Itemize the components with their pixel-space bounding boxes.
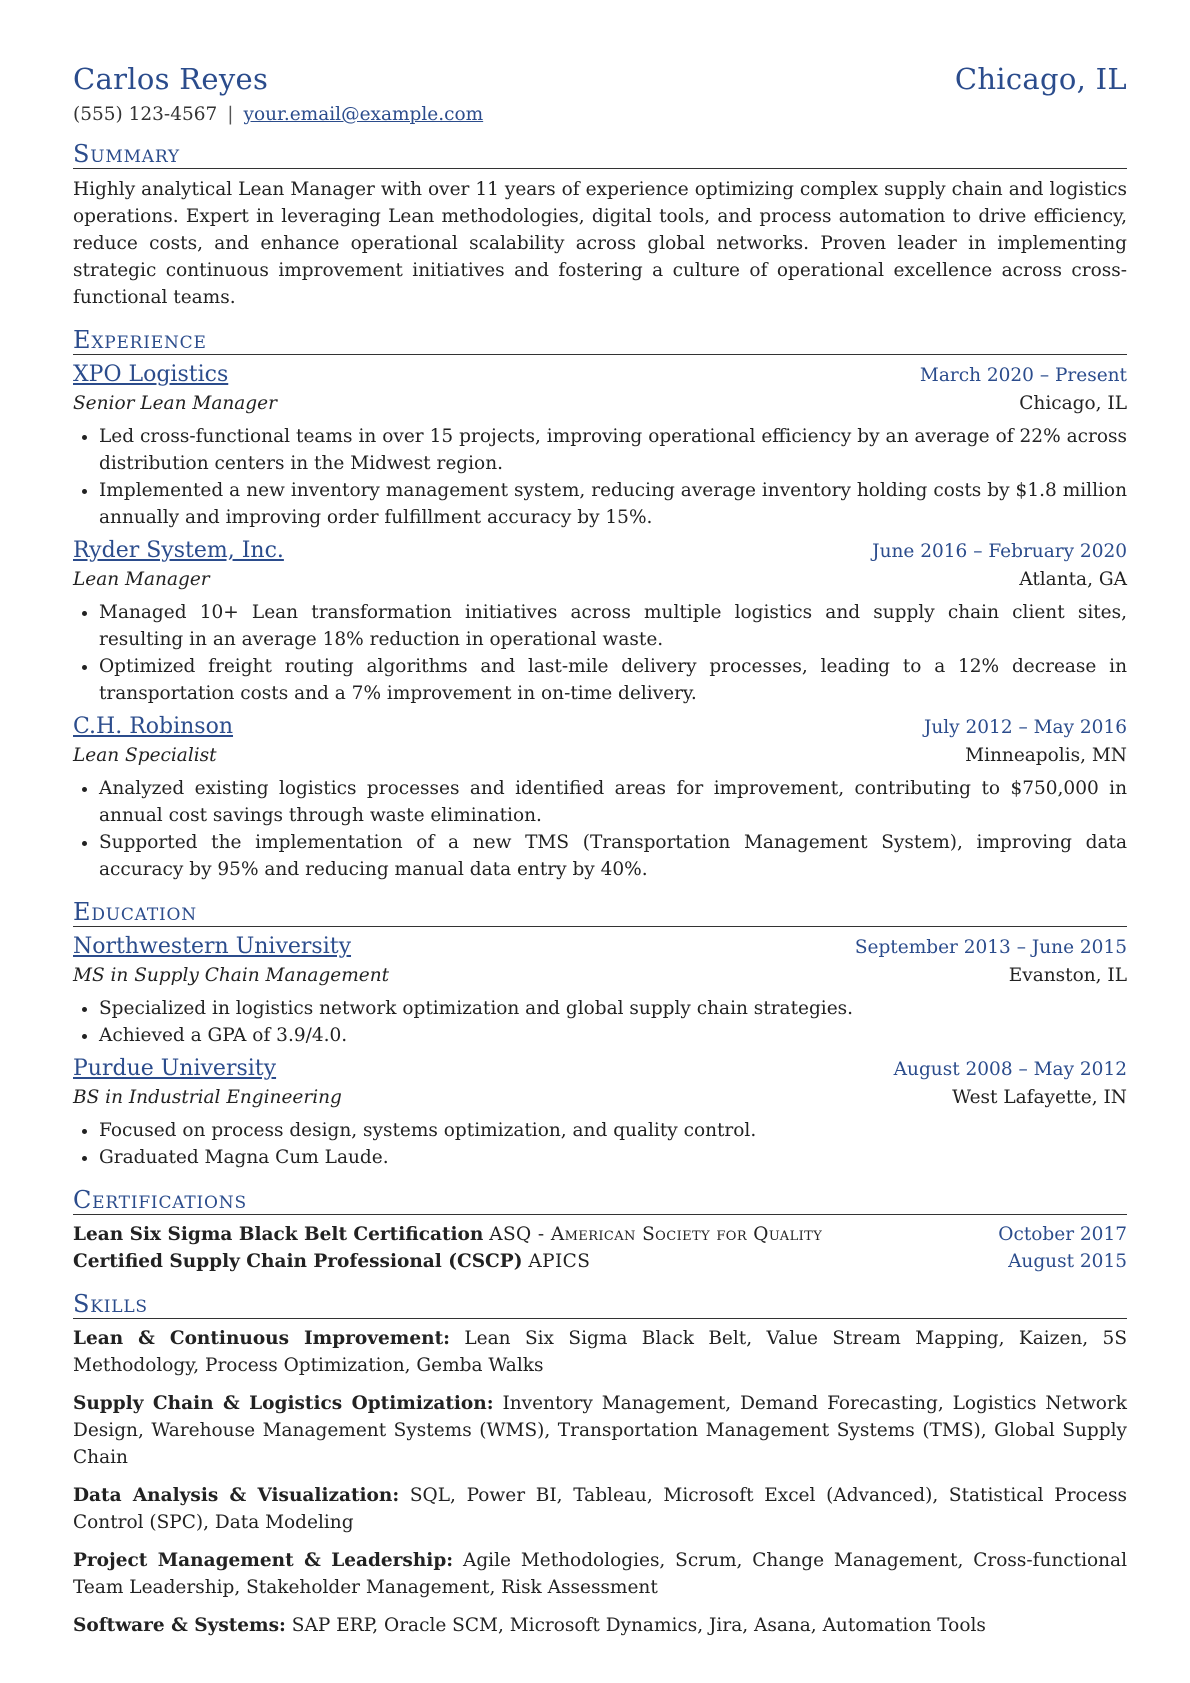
employer-link[interactable]: C.H. Robinson: [73, 714, 234, 739]
degree: BS in Industrial Engineering: [73, 1087, 342, 1108]
certification-issuer: APICS: [528, 1251, 591, 1272]
certification-name: Certified Supply Chain Professional (CSCP): [73, 1251, 523, 1272]
skill-group: [73, 1482, 1127, 1536]
bullet-item: • Analyzed existing logistics processes and identified areas for improvement, contributing to $750,000 in annual cost savings through waste elimination.: [99, 775, 1127, 829]
bullet-item: • Managed 10+ Lean transformation initiatives across multiple logistics and supply chain client sites, resulting in an average 18% reduction in operational waste.: [99, 599, 1127, 653]
summary-text: Highly analytical Lean Manager with over 11 years of experience optimizing complex supply chain and logistics operations. Expert in leveraging Lean methodologies, digital tools, and process automation to drive efficiency, reduce costs, and enhance operational scalability across global networks. Proven leader in implementing strategic continuous improvement initiatives and fostering a culture of operational excellence across cross-functional teams.: [73, 179, 1127, 308]
certification-list: [73, 1221, 1127, 1275]
study-dates: August 2008 – May 2012: [893, 1059, 1127, 1080]
certification-row: [73, 1221, 1127, 1248]
experience-entry: [73, 712, 1127, 883]
bullet-item: • Optimized freight routing algorithms and last-mile delivery processes, leading to a 12% decrease in transportation costs and a 7% improvement in on-time delivery.: [99, 653, 1127, 707]
bullet-item: • Implemented a new inventory management system, reducing average inventory holding costs by $1.8 million annually and improving order fulfillment accuracy by 15%.: [99, 477, 1127, 531]
skill-category: Data Analysis & Visualization:: [73, 1485, 400, 1506]
bullet-item: • Led cross-functional teams in over 15 projects, improving operational efficiency by an average of 22% across distribution centers in the Midwest region.: [99, 423, 1127, 477]
skill-category: Software & Systems:: [73, 1615, 286, 1636]
skill-group: [73, 1390, 1127, 1471]
school-location: Evanston, IL: [1008, 965, 1127, 986]
skill-group: [73, 1547, 1127, 1601]
section-title-education: Education: [73, 899, 1127, 927]
bullet-list: [73, 995, 1127, 1049]
contact-separator: |: [227, 104, 234, 125]
study-dates: September 2013 – June 2015: [854, 937, 1127, 958]
job-location: Minneapolis, MN: [965, 745, 1127, 766]
skill-items: Lean Six Sigma Black Belt, Value Stream Mapping, Kaizen, 5S Methodology, Process Optimization, Gemba Walks: [73, 1328, 1127, 1376]
employer-link[interactable]: XPO Logistics: [73, 362, 229, 387]
employment-dates: June 2016 – February 2020: [872, 541, 1127, 562]
job-title: Lean Specialist: [73, 745, 217, 766]
candidate-name: Carlos Reyes: [73, 62, 269, 96]
education-list: [73, 932, 1127, 1171]
job-location: Atlanta, GA: [1019, 569, 1127, 590]
degree: MS in Supply Chain Management: [73, 965, 390, 986]
job-location: Chicago, IL: [1019, 393, 1127, 414]
employment-dates: March 2020 – Present: [919, 365, 1127, 386]
bullet-list: [73, 423, 1127, 531]
bullet-item: • Focused on process design, systems optimization, and quality control.: [99, 1117, 1127, 1144]
bullet-item: • Supported the implementation of a new TMS (Transportation Management System), improving data accuracy by 95% and reducing manual data entry by 40%.: [99, 829, 1127, 883]
education-entry: [73, 932, 1127, 1049]
job-title: Senior Lean Manager: [73, 393, 277, 414]
skill-category: Lean & Continuous Improvement:: [73, 1328, 450, 1349]
certification-date: August 2015: [1008, 1251, 1127, 1272]
experience-list: [73, 360, 1127, 883]
certification-date: October 2017: [998, 1224, 1127, 1245]
section-title-skills: Skills: [73, 1291, 1127, 1319]
school-link[interactable]: Northwestern University: [73, 934, 352, 959]
section-title-certifications: Certifications: [73, 1187, 1127, 1215]
school-link[interactable]: Purdue University: [73, 1056, 277, 1081]
candidate-location: Chicago, IL: [954, 62, 1127, 96]
phone-number: (555) 123-4567: [73, 104, 218, 125]
section-title-experience: Experience: [73, 327, 1127, 355]
certification-name: Lean Six Sigma Black Belt Certification: [73, 1224, 484, 1245]
education-entry: [73, 1054, 1127, 1171]
employer-link[interactable]: Ryder System, Inc.: [73, 538, 284, 563]
skill-items: SAP ERP, Oracle SCM, Microsoft Dynamics, Jira, Asana, Automation Tools: [291, 1615, 986, 1636]
skill-items: Agile Methodologies, Scrum, Change Management, Cross-functional Team Leadership, Stakeholder Management, Risk Assessment: [73, 1550, 1127, 1598]
skill-category: Supply Chain & Logistics Optimization:: [73, 1393, 494, 1414]
school-location: West Lafayette, IN: [952, 1087, 1127, 1108]
bullet-list: [73, 599, 1127, 707]
bullet-item: • Specialized in logistics network optimization and global supply chain strategies.: [99, 995, 1127, 1022]
email-link[interactable]: your.email@example.com: [243, 104, 484, 125]
job-title: Lean Manager: [73, 569, 210, 590]
skill-items: Inventory Management, Demand Forecasting, Logistics Network Design, Warehouse Management Systems (WMS), Transportation Management Systems (TMS), Global Supply Chain: [73, 1393, 1127, 1468]
experience-entry: [73, 360, 1127, 531]
resume-header: [73, 62, 1127, 96]
bullet-item: • Graduated Magna Cum Laude.: [99, 1144, 1127, 1171]
bullet-list: [73, 775, 1127, 883]
bullet-list: [73, 1117, 1127, 1171]
skill-category: Project Management & Leadership:: [73, 1550, 454, 1571]
certification-row: [73, 1248, 1127, 1275]
resume-page: [73, 62, 1127, 1650]
skill-items: SQL, Power BI, Tableau, Microsoft Excel (Advanced), Statistical Process Control (SPC), Data Modeling: [73, 1485, 1127, 1533]
skill-group: [73, 1612, 1127, 1639]
bullet-item: • Achieved a GPA of 3.9/4.0.: [99, 1022, 1127, 1049]
skills-list: [73, 1325, 1127, 1639]
contact-line: [73, 104, 1127, 125]
employment-dates: July 2012 – May 2016: [923, 717, 1127, 738]
skill-group: [73, 1325, 1127, 1379]
certification-issuer: ASQ - American Society for Quality: [489, 1224, 823, 1245]
experience-entry: [73, 536, 1127, 707]
section-title-summary: Summary: [73, 141, 1127, 169]
